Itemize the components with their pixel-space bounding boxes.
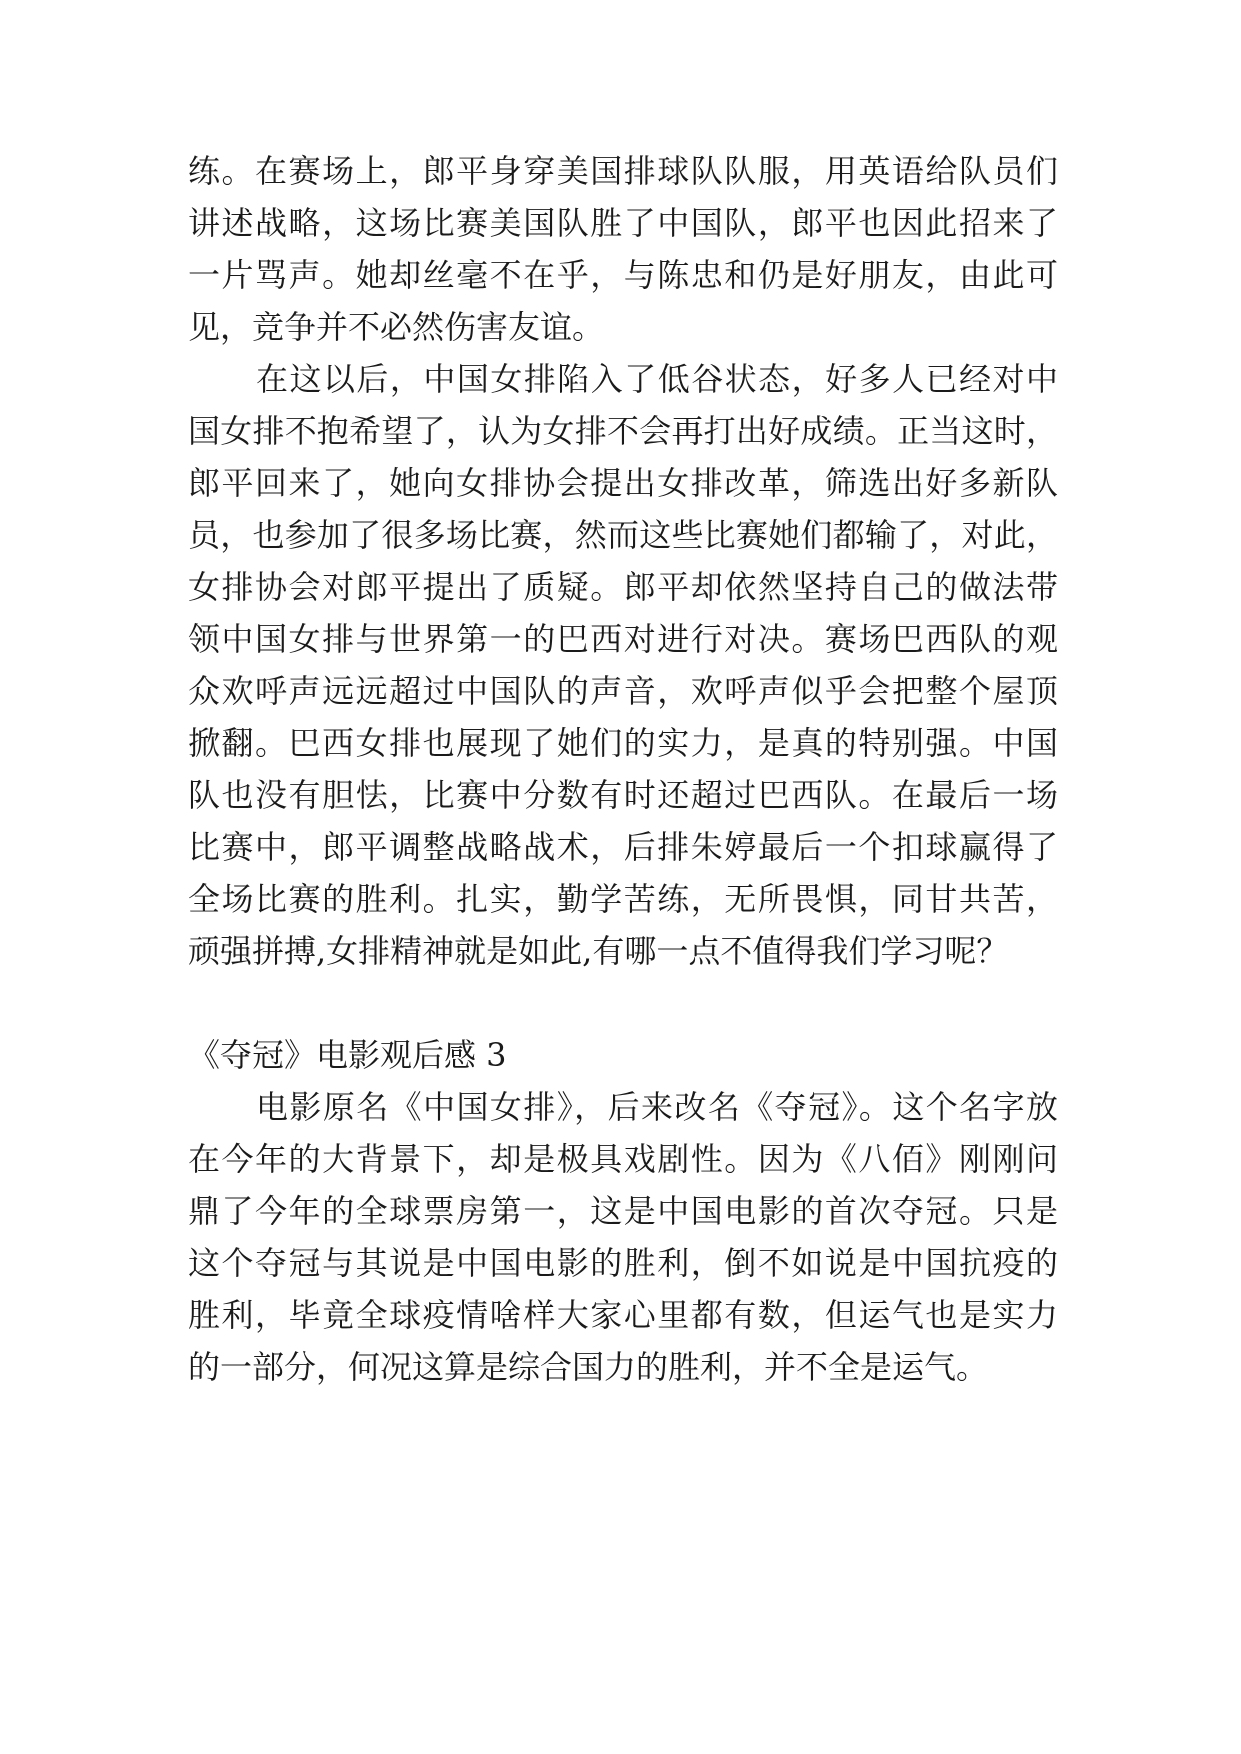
paragraph-line: 全场比赛的胜利。扎实，勤学苦练，无所畏惧，同甘共苦， <box>188 880 1058 918</box>
paragraph-line: 鼎了今年的全球票房第一，这是中国电影的首次夺冠。只是 <box>188 1192 1058 1230</box>
paragraph-line: 众欢呼声远远超过中国队的声音，欢呼声似乎会把整个屋顶 <box>188 672 1058 710</box>
paragraph-line: 国女排不抱希望了，认为女排不会再打出好成绩。正当这时， <box>188 412 1058 450</box>
paragraph-line: 一片骂声。她却丝毫不在乎，与陈忠和仍是好朋友，由此可 <box>188 256 1058 294</box>
paragraph-line: 队也没有胆怯，比赛中分数有时还超过巴西队。在最后一场 <box>188 776 1058 814</box>
paragraph-line: 顽强拼搏,女排精神就是如此,有哪一点不值得我们学习呢？ <box>188 932 1009 970</box>
paragraph-line: 掀翻。巴西女排也展现了她们的实力，是真的特别强。中国 <box>188 724 1058 762</box>
paragraph-line: 的一部分，何况这算是综合国力的胜利，并不全是运气。 <box>188 1348 989 1386</box>
paragraph-line: 讲述战略，这场比赛美国队胜了中国队，郎平也因此招来了 <box>188 204 1058 242</box>
paragraph-line: 胜利，毕竟全球疫情啥样大家心里都有数，但运气也是实力 <box>188 1296 1058 1334</box>
paragraph-line: 这个夺冠与其说是中国电影的胜利，倒不如说是中国抗疫的 <box>188 1244 1058 1282</box>
paragraph-line: 郎平回来了，她向女排协会提出女排改革，筛选出好多新队 <box>188 464 1058 502</box>
paragraph-line: 领中国女排与世界第一的巴西对进行对决。赛场巴西队的观 <box>188 620 1058 658</box>
paragraph-line: 员，也参加了很多场比赛，然而这些比赛她们都输了，对此， <box>188 516 1058 554</box>
paragraph-line: 在今年的大背景下，却是极具戏剧性。因为《八佰》刚刚问 <box>188 1140 1058 1178</box>
paragraph-line: 在这以后，中国女排陷入了低谷状态，好多人已经对中 <box>256 360 1058 398</box>
section-title: 《夺冠》电影观后感 3 <box>188 1036 507 1074</box>
paragraph-line: 电影原名《中国女排》，后来改名《夺冠》。这个名字放 <box>256 1088 1058 1126</box>
paragraph-line: 练。在赛场上，郎平身穿美国排球队队服，用英语给队员们 <box>188 152 1058 190</box>
paragraph-line: 女排协会对郎平提出了质疑。郎平却依然坚持自己的做法带 <box>188 568 1058 606</box>
paragraph-line: 见，竞争并不必然伤害友谊。 <box>188 308 605 346</box>
paragraph-line: 比赛中，郎平调整战略战术，后排朱婷最后一个扣球赢得了 <box>188 828 1058 866</box>
